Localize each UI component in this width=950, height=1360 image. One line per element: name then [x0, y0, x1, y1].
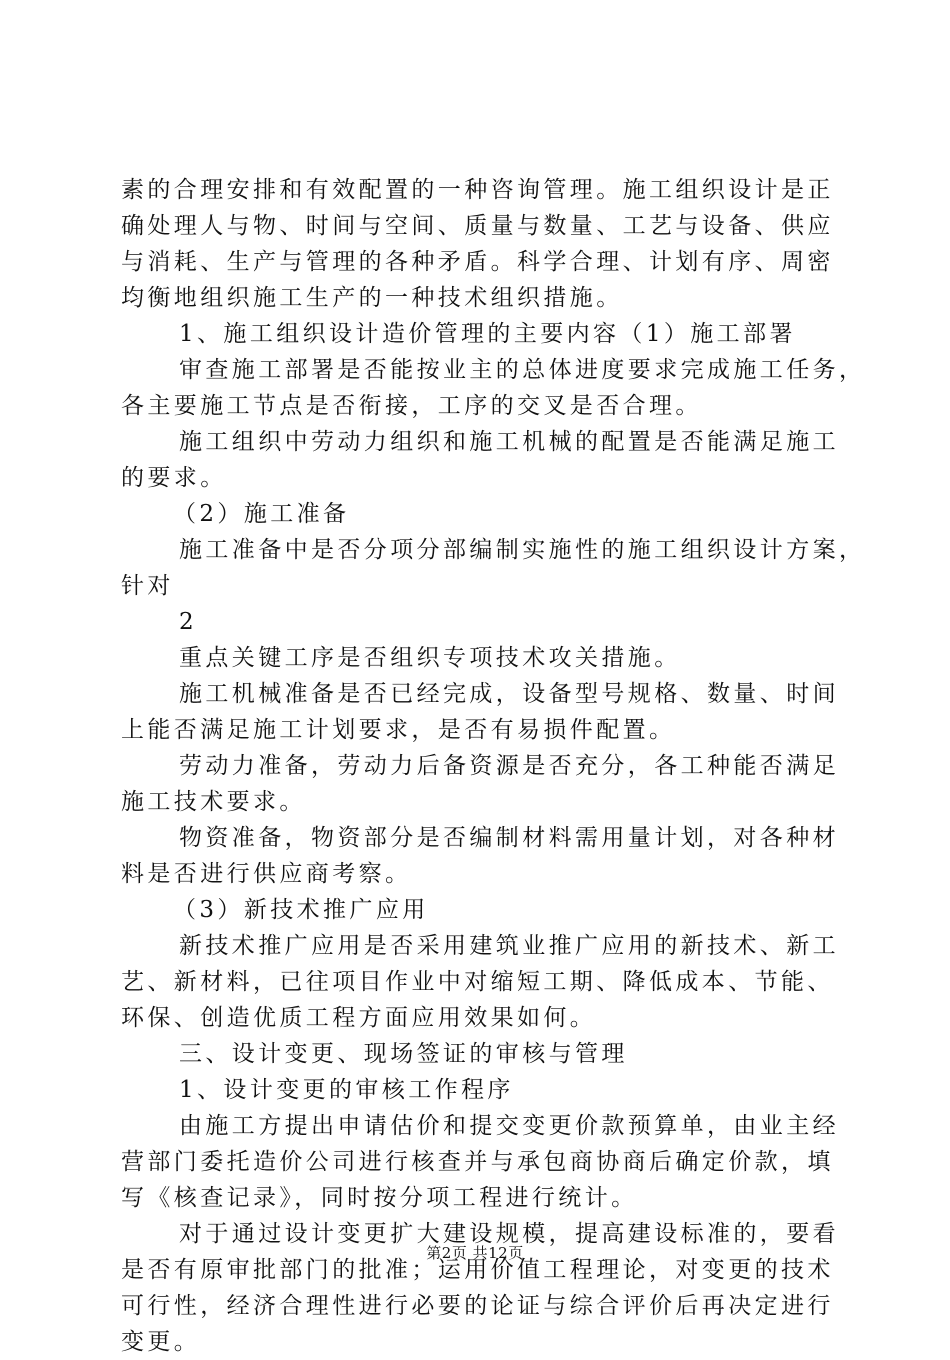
body-text-line: 施工技术要求。: [121, 789, 306, 815]
body-text-line: 物资准备，物资部分是否编制材料需用量计划，对各种材: [179, 825, 839, 851]
body-text-line: 劳动力准备，劳动力后备资源是否充分，各工种能否满足: [179, 753, 839, 779]
body-text-line: 针对: [121, 573, 174, 599]
page-footer: 第2页 共12页: [426, 1244, 524, 1262]
body-text-line: 确处理人与物、时间与空间、质量与数量、工艺与设备、供应: [121, 213, 834, 239]
body-text-line: 均衡地组织施工生产的一种技术组织措施。: [121, 285, 623, 311]
body-text-line: 是否有原审批部门的批准；运用价值工程理论，对变更的技术: [121, 1257, 834, 1283]
body-text-line: 新技术推广应用是否采用建筑业推广应用的新技术、新工: [179, 933, 839, 959]
body-text-line: 可行性，经济合理性进行必要的论证与综合评价后再决定进行: [121, 1293, 834, 1319]
body-text-line: 施工机械准备是否已经完成，设备型号规格、数量、时间: [179, 681, 839, 707]
section-heading: 三、设计变更、现场签证的审核与管理: [179, 1041, 628, 1067]
body-text-line: 各主要施工节点是否衔接，工序的交叉是否合理。: [121, 393, 702, 419]
inline-page-number: 2: [179, 609, 198, 635]
body-text-line: 写《核查记录》，同时按分项工程进行统计。: [121, 1185, 638, 1211]
body-text-line: 审查施工部署是否能按业主的总体进度要求完成施工任务，: [179, 357, 866, 383]
subsection-heading: （3）新技术推广应用: [173, 897, 429, 923]
subsection-heading: 1、设计变更的审核工作程序: [179, 1077, 514, 1103]
body-text-line: 上能否满足施工计划要求，是否有易损件配置。: [121, 717, 676, 743]
body-text-line: 与消耗、生产与管理的各种矛盾。科学合理、计划有序、周密: [121, 249, 834, 275]
body-text-line: 施工准备中是否分项分部编制实施性的施工组织设计方案，: [179, 537, 866, 563]
body-text-line: 素的合理安排和有效配置的一种咨询管理。施工组织设计是正: [121, 177, 834, 203]
body-text-line: 由施工方提出申请估价和提交变更价款预算单，由业主经: [179, 1113, 839, 1139]
body-text-line: 的要求。: [121, 465, 227, 491]
document-body: [121, 172, 866, 1360]
body-text-line: 施工组织中劳动力组织和施工机械的配置是否能满足施工: [179, 429, 839, 455]
body-text-line: 料是否进行供应商考察。: [121, 861, 412, 887]
body-text-line: 艺、新材料，已往项目作业中对缩短工期、降低成本、节能、: [121, 969, 834, 995]
body-text-line: 环保、创造优质工程方面应用效果如何。: [121, 1005, 597, 1031]
section-heading: 1、施工组织设计造价管理的主要内容（1）施工部署: [179, 321, 796, 347]
subsection-heading: （2）施工准备: [173, 501, 350, 527]
body-text-line: 重点关键工序是否组织专项技术攻关措施。: [179, 645, 681, 671]
body-text-line: 变更。: [121, 1329, 201, 1355]
body-text-line: 营部门委托造价公司进行核查并与承包商协商后确定价款，填: [121, 1149, 834, 1175]
body-text-line: 对于通过设计变更扩大建设规模，提高建设标准的，要看: [179, 1221, 839, 1247]
